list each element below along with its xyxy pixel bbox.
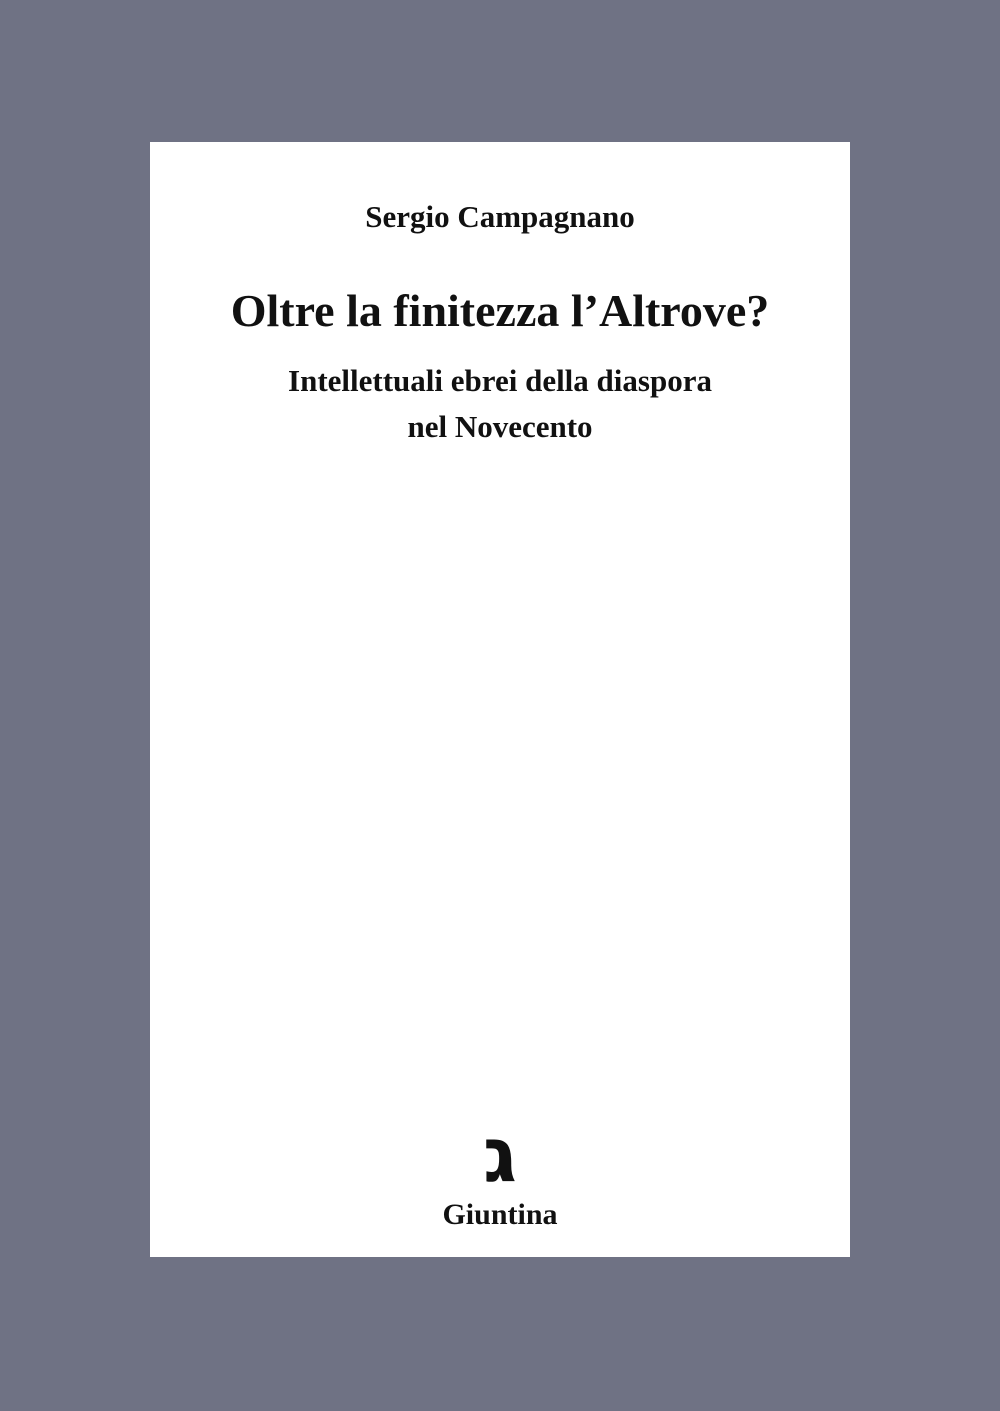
publisher-name: Giuntina: [442, 1198, 558, 1231]
subtitle-line-2: nel Novecento: [407, 409, 593, 444]
subtitle-line-1: Intellettuali ebrei della diaspora: [288, 363, 712, 398]
book-cover: [150, 142, 850, 1257]
gimel-icon: ג: [483, 1110, 517, 1199]
book-subtitle: [150, 358, 850, 450]
book-title: Oltre la finitezza l’Altrove?: [230, 285, 770, 336]
publisher-block: [150, 1110, 850, 1231]
author-name: Sergio Campagnano: [365, 199, 635, 234]
